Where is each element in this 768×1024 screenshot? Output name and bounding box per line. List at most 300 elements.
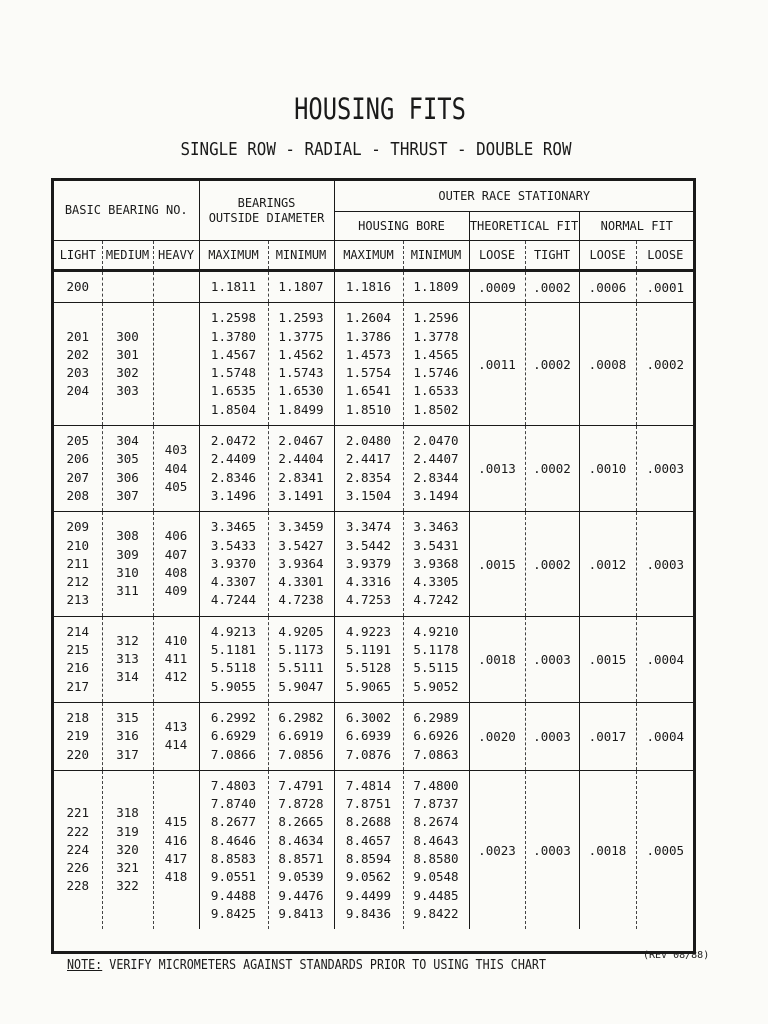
cell-value: 2.4417 <box>345 451 392 467</box>
cell-nf-loose1: .0015 <box>579 616 636 702</box>
cell-value: 418 <box>164 869 188 885</box>
cell-value: 3.1504 <box>345 487 392 503</box>
cell-value: 308 <box>116 528 139 544</box>
cell-value: 2.4407 <box>413 451 459 467</box>
cell-value: 303 <box>116 383 139 399</box>
cell-value: 3.1494 <box>413 487 459 503</box>
cell-value: 221 <box>66 805 90 821</box>
cell-value: 9.0551 <box>210 869 257 885</box>
cell-value: 1.8510 <box>345 401 392 417</box>
cell-od-min <box>268 303 334 426</box>
cell-value: 1.1816 <box>345 279 392 294</box>
footer-note <box>67 958 546 973</box>
cell-value: 8.4646 <box>210 832 257 848</box>
cell-value: 6.6926 <box>413 728 459 744</box>
cell-value: 226 <box>66 860 90 876</box>
cell-hb-max <box>334 426 403 512</box>
cell-value: 1.1809 <box>413 279 459 294</box>
cell-value: 319 <box>116 823 139 839</box>
cell-value: 2.4409 <box>210 451 257 467</box>
cell-od-min <box>268 512 334 616</box>
cell-value: 6.6919 <box>278 728 324 744</box>
cell-value: 408 <box>164 565 188 580</box>
cell-value: 409 <box>164 583 188 599</box>
cell-nf-loose1: .0017 <box>579 702 636 770</box>
cell-nf-loose2: .0002 <box>636 303 694 426</box>
header-normal-fit: NORMAL FIT <box>579 212 694 241</box>
cell-th-tight: .0002 <box>525 271 579 303</box>
cell-light <box>54 512 102 616</box>
cell-nf-loose2: .0003 <box>636 512 694 616</box>
cell-value: 1.5754 <box>345 365 392 381</box>
cell-value: 3.9379 <box>345 555 392 571</box>
page-subtitle: SINGLE ROW - RADIAL - THRUST - DOUBLE ROW <box>180 139 572 160</box>
revision-label: (REV 08/88) <box>643 950 710 961</box>
cell-value: 5.5111 <box>278 660 324 676</box>
cell-value: 214 <box>66 623 90 639</box>
cell-value: 403 <box>164 442 188 458</box>
cell-value: 209 <box>66 519 90 535</box>
cell-value: 4.3301 <box>278 574 324 590</box>
cell-heavy <box>153 426 199 512</box>
cell-th-loose: .0009 <box>469 271 525 303</box>
cell-value: 8.2688 <box>345 814 392 830</box>
cell-value: 3.3474 <box>345 519 392 535</box>
cell-value: 7.4803 <box>210 777 257 793</box>
cell-value: 6.2989 <box>413 709 459 725</box>
cell-value: 2.0467 <box>278 433 324 449</box>
header-heavy: HEAVY <box>153 241 199 271</box>
cell-value: 8.4634 <box>278 832 324 848</box>
cell-value: 9.8436 <box>345 905 392 921</box>
note-text: VERIFY MICROMETERS AGAINST STANDARDS PRIOR TO USING THIS CHART <box>102 958 547 973</box>
cell-value: 322 <box>116 878 139 894</box>
cell-th-loose: .0011 <box>469 303 525 426</box>
table-row-group <box>54 616 694 702</box>
cell-od-min <box>268 770 334 929</box>
cell-value: 1.8499 <box>278 401 324 417</box>
cell-od-min <box>268 426 334 512</box>
cell-value: 213 <box>66 592 90 608</box>
cell-th-tight: .0003 <box>525 702 579 770</box>
cell-value: 3.3459 <box>278 519 324 535</box>
cell-value: 300 <box>116 328 139 344</box>
cell-th-loose: .0023 <box>469 770 525 929</box>
header-housing-bore: HOUSING BORE <box>334 212 469 241</box>
table-row-group <box>54 770 694 929</box>
cell-value: 1.2604 <box>345 310 392 326</box>
housing-fits-table <box>54 181 694 929</box>
cell-value: 210 <box>66 537 90 553</box>
cell-hb-max <box>334 702 403 770</box>
cell-value: 2.4404 <box>278 451 324 467</box>
cell-hb-min <box>403 616 469 702</box>
header-basic-bearing-no: BASIC BEARING NO. <box>54 181 199 241</box>
cell-value: 5.9052 <box>413 678 459 694</box>
cell-value: 9.8422 <box>413 905 459 921</box>
cell-value: 3.5433 <box>210 537 257 553</box>
cell-value: 406 <box>164 528 188 544</box>
cell-medium <box>102 426 153 512</box>
cell-value: 306 <box>116 469 139 485</box>
cell-value: 320 <box>116 841 139 857</box>
cell-value: 8.8580 <box>413 851 459 867</box>
cell-hb-max <box>334 616 403 702</box>
cell-medium <box>102 770 153 929</box>
cell-value: 318 <box>116 805 139 821</box>
cell-value: 4.9223 <box>345 623 392 639</box>
header-nf-loose-1: LOOSE <box>579 241 636 271</box>
cell-heavy <box>153 303 199 426</box>
table-row-group <box>54 271 694 303</box>
header-th-loose: LOOSE <box>469 241 525 271</box>
cell-value: 3.1491 <box>278 487 324 503</box>
cell-light <box>54 271 102 303</box>
header-outer-race-stationary: OUTER RACE STATIONARY <box>334 181 694 212</box>
cell-value: 7.8751 <box>345 796 392 812</box>
header-bearings-od-line1: BEARINGS <box>237 195 296 210</box>
cell-value: 3.1496 <box>210 487 257 503</box>
cell-value: 1.3780 <box>210 328 257 344</box>
cell-value: 1.5743 <box>278 365 324 381</box>
cell-nf-loose2: .0005 <box>646 842 685 858</box>
cell-heavy <box>153 616 199 702</box>
cell-value: 9.4499 <box>345 887 392 903</box>
cell-value: 321 <box>116 860 139 876</box>
cell-value: 414 <box>164 737 188 753</box>
cell-value: 2.0470 <box>413 433 459 449</box>
cell-light <box>54 702 102 770</box>
cell-medium <box>102 616 153 702</box>
cell-value: 3.9368 <box>413 555 459 571</box>
cell-value: 212 <box>66 574 90 590</box>
table-row-group <box>54 702 694 770</box>
cell-od-max <box>199 770 268 929</box>
cell-value: 8.8571 <box>278 851 324 867</box>
cell-value: 9.4485 <box>413 887 459 903</box>
cell-value: 411 <box>164 651 188 667</box>
cell-medium <box>102 702 153 770</box>
cell-od-min <box>268 271 334 303</box>
cell-value: 3.5431 <box>413 537 459 553</box>
cell-value: 4.3305 <box>413 574 459 590</box>
cell-value: 2.0480 <box>345 433 392 449</box>
cell-value: 407 <box>164 546 188 562</box>
housing-fits-table-frame <box>51 178 696 954</box>
table-row-group <box>54 303 694 426</box>
cell-value: 9.4488 <box>210 887 257 903</box>
cell-light <box>54 770 102 929</box>
page-title: HOUSING FITS <box>294 92 466 126</box>
cell-value: 316 <box>116 728 139 744</box>
cell-value: 7.8728 <box>278 796 324 812</box>
cell-value: 9.8425 <box>210 905 257 921</box>
cell-medium <box>102 512 153 616</box>
cell-od-max <box>199 702 268 770</box>
cell-th-tight: .0002 <box>525 512 579 616</box>
cell-value: 1.5748 <box>210 365 257 381</box>
cell-nf-loose1: .0006 <box>579 271 636 303</box>
header-bearings-od-line2: OUTSIDE DIAMETER <box>208 210 325 225</box>
cell-value: 3.3463 <box>413 519 459 535</box>
cell-value: 1.2598 <box>210 310 257 326</box>
cell-value: 205 <box>66 433 90 449</box>
cell-od-min <box>268 702 334 770</box>
cell-value: 307 <box>116 487 139 503</box>
cell-value: 8.4643 <box>413 832 459 848</box>
header-od-min: MINIMUM <box>268 241 334 271</box>
cell-od-min <box>268 616 334 702</box>
cell-hb-max <box>334 271 403 303</box>
header-bearings-od <box>199 181 334 241</box>
cell-od-max <box>199 512 268 616</box>
cell-value: 1.4573 <box>345 346 392 362</box>
cell-value: 5.1173 <box>278 642 324 658</box>
cell-th-loose: .0013 <box>469 426 525 512</box>
cell-value: 4.3307 <box>210 574 257 590</box>
table-row-group <box>54 426 694 512</box>
cell-light <box>54 303 102 426</box>
cell-hb-max <box>334 512 403 616</box>
cell-th-loose: .0020 <box>469 702 525 770</box>
cell-value: 6.6929 <box>210 728 257 744</box>
cell-value: 2.8344 <box>413 469 459 485</box>
cell-th-tight: .0002 <box>525 303 579 426</box>
cell-value: 304 <box>116 433 139 449</box>
cell-value: 1.6533 <box>413 383 459 399</box>
cell-light <box>54 616 102 702</box>
cell-nf-loose2: .0003 <box>636 426 694 512</box>
cell-th-loose: .0018 <box>469 616 525 702</box>
cell-value: 5.9055 <box>210 678 257 694</box>
cell-value: 301 <box>116 346 139 362</box>
cell-hb-max <box>334 303 403 426</box>
cell-value: 310 <box>116 565 139 580</box>
cell-value: 317 <box>116 746 139 762</box>
cell-value: 1.6535 <box>210 383 257 399</box>
cell-value: 202 <box>66 346 90 362</box>
cell-value: 1.3786 <box>345 328 392 344</box>
cell-value: 416 <box>164 832 188 848</box>
cell-value: 410 <box>164 632 188 648</box>
cell-value: 217 <box>66 678 90 694</box>
cell-value: 4.7238 <box>278 592 324 608</box>
cell-light <box>54 426 102 512</box>
cell-nf-loose1: .0018 <box>579 770 636 929</box>
cell-value: 5.5115 <box>413 660 459 676</box>
cell-value: 204 <box>66 383 90 399</box>
cell-value: 1.4567 <box>210 346 257 362</box>
cell-value: 5.5118 <box>210 660 257 676</box>
cell-nf-loose1: .0008 <box>579 303 636 426</box>
cell-value: 3.9370 <box>210 555 257 571</box>
cell-value: 7.8740 <box>210 796 257 812</box>
cell-value: 1.4565 <box>413 346 459 362</box>
cell-value: 6.2982 <box>278 709 324 725</box>
cell-hb-min <box>403 702 469 770</box>
cell-value: 203 <box>66 365 90 381</box>
cell-value: 5.5128 <box>345 660 392 676</box>
cell-value: 1.1811 <box>210 279 257 294</box>
cell-od-max <box>199 426 268 512</box>
cell-value: 417 <box>164 851 188 867</box>
cell-value: 1.5746 <box>413 365 459 381</box>
cell-value: 5.9047 <box>278 678 324 694</box>
cell-value: 404 <box>164 460 188 476</box>
cell-value: 1.4562 <box>278 346 324 362</box>
cell-value: 5.1191 <box>345 642 392 658</box>
cell-value: 312 <box>116 632 139 648</box>
cell-value: 309 <box>116 546 139 562</box>
cell-value: 4.7244 <box>210 592 257 608</box>
cell-value: 7.0863 <box>413 746 459 762</box>
cell-value: 220 <box>66 746 90 762</box>
header-hb-min: MINIMUM <box>403 241 469 271</box>
cell-value: 224 <box>66 841 90 857</box>
cell-value: 2.8346 <box>210 469 257 485</box>
cell-heavy <box>153 702 199 770</box>
header-od-max: MAXIMUM <box>199 241 268 271</box>
cell-value: 1.3775 <box>278 328 324 344</box>
cell-value: 1.1807 <box>278 279 324 294</box>
cell-value: 4.3316 <box>345 574 392 590</box>
cell-od-max <box>199 303 268 426</box>
cell-value: 3.5442 <box>345 537 392 553</box>
cell-value: 7.0876 <box>345 746 392 762</box>
cell-value: 1.6530 <box>278 383 324 399</box>
cell-value: 215 <box>66 642 90 658</box>
cell-nf-loose1: .0010 <box>579 426 636 512</box>
cell-value: 228 <box>66 878 90 894</box>
header-nf-loose-2: LOOSE <box>636 241 694 271</box>
header-th-tight: TIGHT <box>525 241 579 271</box>
cell-od-max <box>199 616 268 702</box>
cell-heavy <box>153 770 199 929</box>
cell-value: 6.3002 <box>345 709 392 725</box>
cell-value: 1.8502 <box>413 401 459 417</box>
cell-value: 405 <box>164 478 188 494</box>
cell-hb-min <box>403 512 469 616</box>
cell-value: 315 <box>116 709 139 725</box>
cell-value: 216 <box>66 660 90 676</box>
cell-nf-loose2: .0004 <box>636 616 694 702</box>
cell-th-tight: .0002 <box>525 426 579 512</box>
cell-hb-min <box>403 770 469 929</box>
cell-value: 219 <box>66 728 90 744</box>
note-label: NOTE: <box>67 958 103 973</box>
cell-value: 9.0548 <box>413 869 459 885</box>
cell-value: 6.6939 <box>345 728 392 744</box>
cell-nf-loose2: .0001 <box>636 271 694 303</box>
cell-value: 200 <box>66 279 90 294</box>
cell-value: 218 <box>66 709 90 725</box>
cell-value: 1.2596 <box>413 310 459 326</box>
cell-value: 1.8504 <box>210 401 257 417</box>
cell-medium <box>102 271 153 303</box>
cell-value: 4.7253 <box>345 592 392 608</box>
cell-value: 314 <box>116 669 139 685</box>
cell-value: 5.1178 <box>413 642 459 658</box>
cell-value: 4.9210 <box>413 623 459 639</box>
cell-hb-max <box>334 770 403 929</box>
cell-value: 222 <box>66 823 90 839</box>
cell-value: 2.8354 <box>345 469 392 485</box>
cell-value: 9.8413 <box>278 905 324 921</box>
cell-heavy <box>153 271 199 303</box>
cell-value: 207 <box>66 469 90 485</box>
cell-value: 201 <box>66 328 90 344</box>
cell-value: 7.4814 <box>345 777 392 793</box>
cell-value: 305 <box>116 451 139 467</box>
table-body <box>54 271 694 930</box>
cell-value: 7.4791 <box>278 777 324 793</box>
cell-value: 3.9364 <box>278 555 324 571</box>
cell-value: 412 <box>164 669 188 685</box>
header-theoretical-fit: THEORETICAL FIT <box>469 212 579 241</box>
cell-value: 211 <box>66 555 90 571</box>
cell-value: 4.7242 <box>413 592 459 608</box>
cell-value: 302 <box>116 365 139 381</box>
cell-value: 9.0539 <box>278 869 324 885</box>
cell-nf-loose1: .0012 <box>579 512 636 616</box>
cell-value: 2.8341 <box>278 469 324 485</box>
cell-value: 8.2677 <box>210 814 257 830</box>
cell-th-tight: .0003 <box>525 770 579 929</box>
cell-hb-min <box>403 303 469 426</box>
cell-od-max <box>199 271 268 303</box>
cell-value: 415 <box>164 814 188 830</box>
cell-value: 9.0562 <box>345 869 392 885</box>
cell-value: 8.8583 <box>210 851 257 867</box>
cell-value: 8.2665 <box>278 814 324 830</box>
cell-hb-min <box>403 271 469 303</box>
cell-value: 1.3778 <box>413 328 459 344</box>
cell-value: 413 <box>164 719 188 735</box>
cell-heavy <box>153 512 199 616</box>
header-medium: MEDIUM <box>102 241 153 271</box>
cell-value: 3.3465 <box>210 519 257 535</box>
cell-th-loose: .0015 <box>469 512 525 616</box>
header-light: LIGHT <box>54 241 102 271</box>
header-hb-max: MAXIMUM <box>334 241 403 271</box>
cell-hb-min <box>403 426 469 512</box>
cell-value: 9.4476 <box>278 887 324 903</box>
cell-medium <box>102 303 153 426</box>
cell-value: 206 <box>66 451 90 467</box>
cell-value: 4.9205 <box>278 623 324 639</box>
cell-nf-loose2: .0004 <box>636 702 694 770</box>
cell-value: 7.8737 <box>413 796 459 812</box>
cell-value: 5.9065 <box>345 678 392 694</box>
cell-value: 3.5427 <box>278 537 324 553</box>
cell-value: 5.1181 <box>210 642 257 658</box>
cell-value: 6.2992 <box>210 709 257 725</box>
cell-value: 8.8594 <box>345 851 392 867</box>
cell-value: 208 <box>66 487 90 503</box>
cell-value: 7.0856 <box>278 746 324 762</box>
cell-value: 4.9213 <box>210 623 257 639</box>
cell-value: 2.0472 <box>210 433 257 449</box>
table-row-group <box>54 512 694 616</box>
cell-th-tight: .0003 <box>525 616 579 702</box>
cell-value: 8.4657 <box>345 832 392 848</box>
cell-value: 311 <box>116 583 139 599</box>
cell-value: 7.0866 <box>210 746 257 762</box>
cell-value: 7.4800 <box>413 777 459 793</box>
cell-value: 8.2674 <box>413 814 459 830</box>
cell-value: 313 <box>116 651 139 667</box>
cell-value: 1.6541 <box>345 383 392 399</box>
